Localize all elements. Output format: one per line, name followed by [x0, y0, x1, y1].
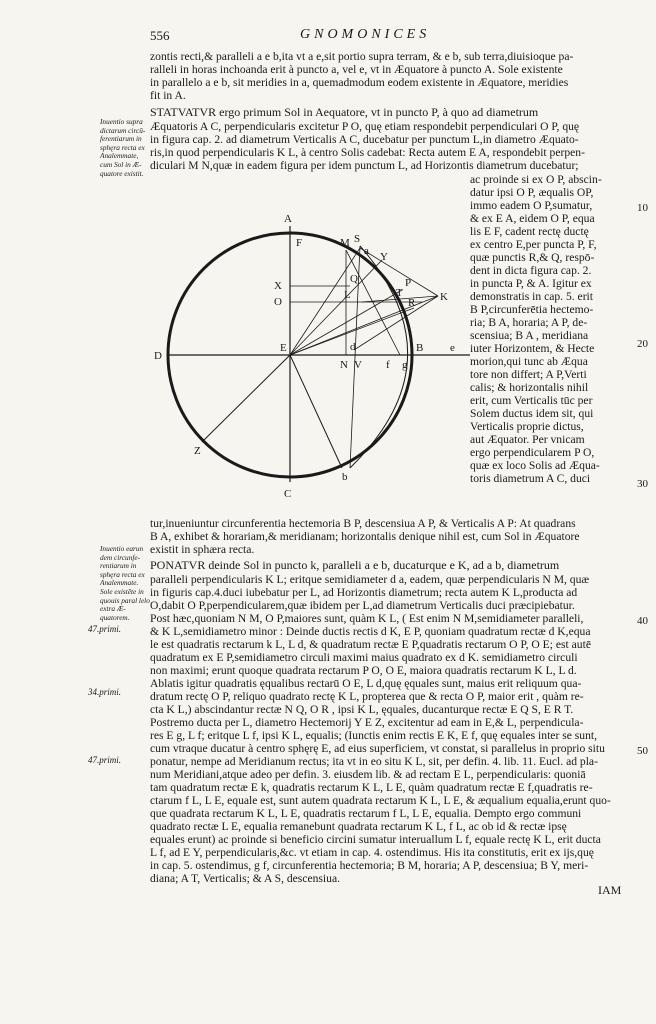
label-a: a: [364, 245, 369, 257]
text-line: dratum rectę O P, reliquo quadrato rectę K L, propterea que & recta O P, maior erit , quàm re-: [150, 690, 584, 703]
side-line: Solem ductus idem sit, qui: [470, 407, 594, 420]
label-K: K: [440, 291, 448, 303]
catchword: IAM: [598, 883, 622, 897]
label-B: B: [416, 342, 424, 354]
text-line: quadratum ex E P,semidiametro circuli maximi maius quadrato ex d K. semidiametro circuli: [150, 651, 578, 664]
label-S: S: [354, 233, 361, 245]
text-line: cta K L,) abscindantur rectæ N Q, O R , ipsi K L, ęquales, ducanturque rectæ E Q S, E R T.: [150, 703, 574, 716]
text-line: O,dabit O P,perpendicularem,quæ ibidem per L,ad diametrum Verticalis duci præcipiebatur.: [150, 599, 575, 612]
citation: 34.primi.: [88, 687, 122, 697]
label-P: P: [405, 277, 412, 289]
label-A: A: [284, 213, 292, 225]
label-L: L: [344, 289, 351, 301]
text-line: Æquatoris A C, perpendicularis excitetur P O, quę etiam respondebit perpendiculari O P, quę: [150, 120, 580, 133]
text-line: tam quadratum rectæ E k, quadratis rectarum K L, L E, quàm quadratum rectæ E f,quadratis re-: [150, 781, 593, 794]
text-line: in cap. 5. ostendimus, g f, circunferentia hectemoria; B M, horaria; A P, descensiua; B Y, meri-: [150, 859, 589, 872]
label-D: D: [154, 350, 162, 362]
line-number: 50: [637, 745, 648, 757]
side-line: & ex E A, eidem O P, equa: [470, 212, 595, 225]
text-line: Postremo ducta per L, diametro Hectemorij Y E Z, excitentur ad eam in E,& L, perpendicula-: [150, 716, 584, 729]
text-line: in figuris cap.4.duci iubebatur per L, ad Horizontis diametrum; recta autem K L,producta ad: [150, 586, 578, 599]
label-e: e: [450, 342, 455, 354]
text-line: zontis recti,& paralleli a e b,ita vt a e,sit portio supra terram, & e b, sub terra,diuisioque pa-: [150, 50, 574, 63]
label-Q: Q: [350, 273, 358, 285]
analemma-figure: [150, 210, 470, 510]
side-line: morion,qui tunc ab Æqua: [470, 355, 588, 368]
side-line: iuter Horizontem, & Hecte: [470, 342, 595, 355]
line-ES: [290, 248, 360, 355]
text-line: PONATVR deinde Sol in puncto k, paralleli a e b, ducaturque e K, ad a b, diametrum: [150, 558, 560, 572]
text-line: ctarum f L, L E, equale est, sunt autem quadrata rectarum K L, L E, & æqualium equalia,erunt quo-: [150, 794, 611, 807]
side-line: dent in dicta figura cap. 2.: [470, 264, 592, 277]
side-line: quæ ex loco Solis ad Æqua-: [470, 459, 600, 472]
line-number: 10: [637, 202, 648, 214]
label-C: C: [284, 488, 292, 500]
text-line: quadrato rectæ L E, equalia remanebunt quadrata rectarum K L, f L, ac ob id & rectæ ipsę: [150, 820, 567, 833]
side-line: scensiua; B A , meridiana: [470, 329, 589, 342]
side-line: quæ punctis R,& Q, respō-: [470, 251, 595, 264]
side-line: lis E F, cadent rectę ductę: [470, 225, 589, 238]
text-line: res E g, L f; eritque L f, ipsi K L, equalis; (Iunctis enim rectis E K, E f, quę equales inter se sunt,: [150, 729, 597, 742]
label-R: R: [408, 297, 416, 309]
text-line: ris,in quod perpendicularis K L, à centro Solis cadebat: Recta autem E A, respondebit perpen-: [150, 146, 585, 159]
text-line: paralleli perpendicularis K L; eritque semidiameter d a, eadem, quæ perpendicularis N M, quæ: [150, 573, 590, 586]
line-number: 40: [637, 615, 648, 627]
text-line: num Meridiani,atque adeo per defin. 3. eiusdem lib. & ad rectam E L, perpendicularis: quoniā: [150, 768, 586, 781]
side-line: immo eadem O P,sumatur,: [470, 199, 593, 212]
side-line: ex centro E,per puncta P, F,: [470, 238, 597, 251]
side-line: Verticalis proprie dictus,: [470, 420, 584, 433]
text-line: STATVATVR ergo primum Sol in Aequatore, vt in puncto P, à quo ad diametrum: [150, 105, 539, 119]
text-line: tur,inueniuntur circunferentia hectemoria B P, descensiua A P, & Verticalis A P: At quadrans: [150, 517, 576, 530]
text-line: equales erunt) ac proinde si beneficio circini sumatur interuallum L f, equale rectę K L, erit ducta: [150, 833, 601, 846]
label-b: b: [342, 471, 348, 483]
text-line: diana; A T, Verticalis; & A S, descensiua.: [150, 872, 340, 885]
text-line: Post hæc,quoniam N M, O P,maiores sunt, quàm K L, ( Est enim N M,semidiameter paralleli,: [150, 612, 584, 625]
text-line: L f, ad E Y, perpendicularis,&c. vt etiam in cap. 4. ostendimus. His ita constitutis, erit ex ijs,quę: [150, 846, 594, 859]
text-line: fit in A.: [150, 89, 186, 102]
label-V: V: [354, 359, 362, 371]
side-line: ac proinde si ex O P, abscin-: [470, 173, 602, 186]
text-line: in figura cap. 2. ad diametrum Verticalis A C, ducebatur per punctum L,in diametro Æquato-: [150, 133, 579, 146]
line-number: 30: [637, 478, 648, 490]
line-Eb: [290, 355, 342, 468]
margin-note: Inuentio earun dem circunfe-rentiarum in sphęra recta ex Analemmate. Sole existēte in quouis paral lelo extra Æ-quatorem.: [100, 544, 150, 622]
text-line: diculari M N,quæ in eadem figura per idem punctum L, ad Horizontis diametrum ducebatur;: [150, 159, 579, 172]
side-line: erit, cum Verticalis tūc per: [470, 394, 593, 407]
label-N: N: [340, 359, 348, 371]
side-line: ergo perpendicularem P O,: [470, 446, 595, 459]
text-line: & K L,semidiametro minor : Deinde ductis rectis d K, E P, quoniam quadratum rectæ d K,equa: [150, 625, 591, 638]
side-line: calis; & horizontalis nihil: [470, 381, 589, 394]
label-T: T: [396, 287, 403, 299]
text-line: existit in sphæra recta.: [150, 543, 255, 556]
side-line: B P,circunferētia hectemo-: [470, 303, 594, 316]
side-line: aut Æquator. Per vnicam: [470, 433, 585, 446]
text-line: cum vtraque ducatur à centro sphęrę E, ad eius superficiem, vt constat, si parallelus in proprio situ: [150, 742, 605, 755]
text-line: Ablatis igitur quadratis ęqualibus rectarū O E, L d,quę ęquales sunt, maius erit reliquum qua-: [150, 677, 582, 690]
side-line: in puncta P, & A. Igitur ex: [470, 277, 592, 290]
label-d: d: [350, 341, 356, 353]
line-dK: [354, 296, 438, 350]
margin-note: Inuentio supra dictarum circū-ferentiarum in sphęra recta ex Analemmate, cum Sol in Æ-quatore existit.: [100, 117, 146, 178]
label-Z: Z: [194, 445, 201, 457]
line-number: 20: [637, 338, 648, 350]
label-E: E: [280, 342, 287, 354]
label-g: g: [402, 359, 408, 371]
text-line: ralleli in horas inchoanda erit à puncto a, vel e, vt in Æquatore à puncto A. Sole existente: [150, 63, 563, 76]
text-line: non maximi; erunt quoque quadrata rectarum P O, O E, maiora quadratis rectarum K L, L d.: [150, 664, 577, 677]
text-line: le est quadratis rectarum k L, L d, & quadratum rectæ E P,quadratis rectarum O P, O E; est autē: [150, 638, 591, 651]
citation: 47.primi.: [88, 624, 122, 634]
label-f: f: [386, 359, 390, 371]
label-X: X: [274, 280, 282, 292]
citation: 47.primi.: [88, 755, 122, 765]
label-O: O: [274, 296, 282, 308]
side-line: datur ipsi O P, æqualis OP,: [470, 186, 594, 199]
side-line: tore non differt; A P,Verti: [470, 368, 587, 381]
text-line: in parallelo a e b, sit meridies in a, quemadmodum eodem existente in Æquatore, meridies: [150, 76, 569, 89]
side-line: toris diametrum A C, duci: [470, 472, 591, 485]
text-line: que quadrata rectarum K L, L E, quadratis rectarum f L, L E, equalia. Dempto ergo communi: [150, 807, 582, 820]
label-M: M: [340, 237, 350, 249]
line-ZE: [202, 355, 290, 442]
label-F: F: [296, 237, 303, 249]
text-line: ponatur, nempe ad Meridianum rectus; ita vt in eo situ K L, sit, per defin. 4. lib. 11. Eucl. ad pla-: [150, 755, 598, 768]
text-line: B A, exhibet & horariam,& meridianam; horizontalis denique nihil est, cum Sol in Æquatore: [150, 530, 580, 543]
running-title: GNOMONICES: [300, 27, 431, 42]
label-Y: Y: [380, 251, 388, 263]
page-number: 556: [150, 28, 170, 43]
side-line: demonstratis in cap. 5. erit: [470, 290, 593, 303]
side-line: ria; B A, horaria; A P, de-: [470, 316, 588, 329]
